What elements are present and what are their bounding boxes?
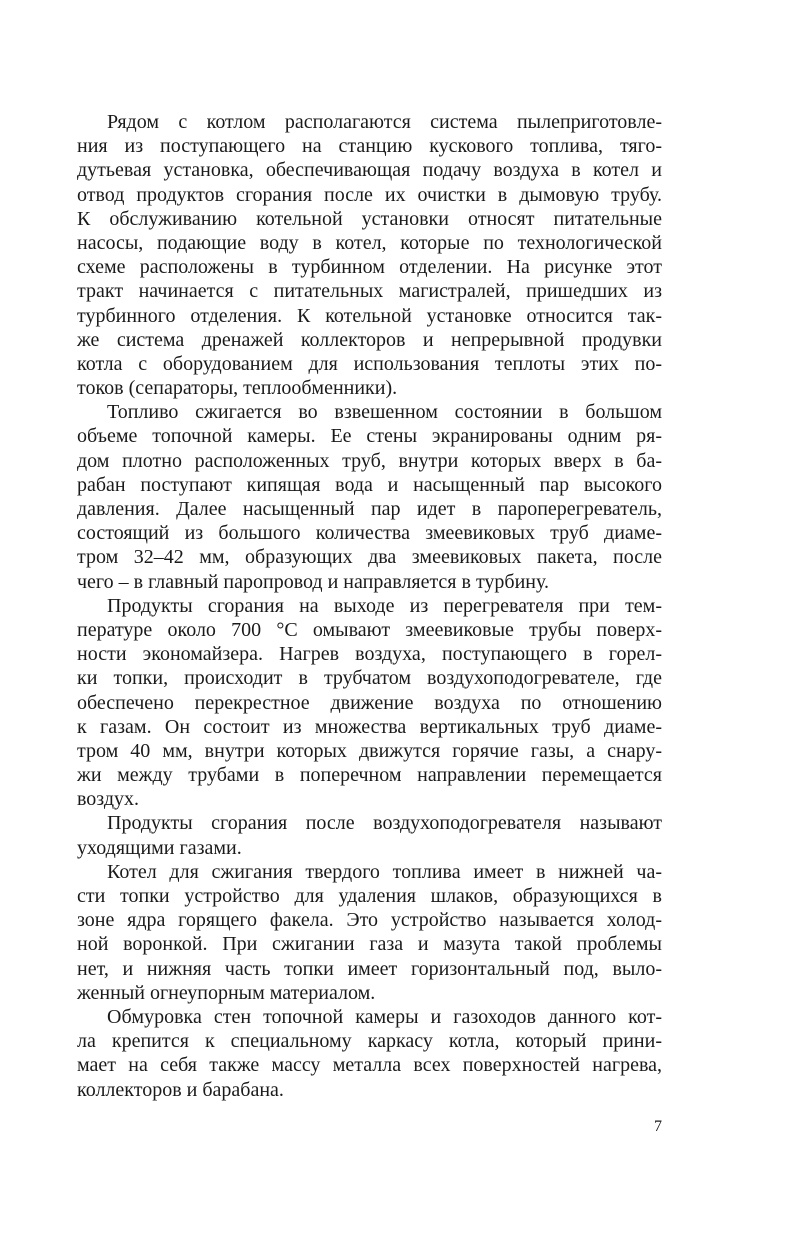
- text-line: рабан поступают кипящая вода и насыщенный пар высокого: [77, 473, 662, 496]
- paragraph: [77, 594, 662, 812]
- text-line: Обмуровка стен топочной камеры и газоходов данного кот-: [107, 1005, 662, 1028]
- paragraph: [77, 110, 662, 400]
- text-line: уходящими газами.: [77, 836, 242, 859]
- text-line: Продукты сгорания на выходе из перегревателя при тем-: [107, 594, 662, 617]
- text-line: котла с оборудованием для использования теплоты этих по-: [77, 352, 662, 375]
- text-line: давления. Далее насыщенный пар идет в пароперегреватель,: [77, 498, 662, 520]
- text-line: пературе около 700 °С омывают змеевиковые трубы поверх-: [77, 618, 662, 641]
- text-line: жи между трубами в поперечном направлении перемещается: [77, 764, 662, 787]
- text-line: К обслуживанию котельной установки относят питательные: [77, 207, 662, 230]
- text-line: Продукты сгорания после воздухоподогревателя называют: [107, 812, 662, 835]
- text-line: же система дренажей коллекторов и непрерывной продувки: [77, 328, 662, 351]
- text-line: зоне ядра горящего факела. Это устройство называется холод-: [77, 909, 662, 932]
- text-line: Рядом с котлом располагаются система пылеприготовле-: [107, 111, 662, 133]
- text-line: Котел для сжигания твердого топлива имеет в нижней ча-: [107, 860, 662, 883]
- text-line: чего – в главный паропровод и направляется в турбину.: [77, 570, 550, 593]
- text-line: нет, и нижняя часть топки имеет горизонтальный под, выло-: [77, 957, 662, 980]
- page-number: 7: [654, 1118, 662, 1135]
- paragraph: [77, 860, 662, 1005]
- text-line: воздух.: [77, 788, 140, 811]
- text-line: насосы, подающие воду в котел, которые по технологической: [77, 231, 662, 254]
- text-line: к газам. Он состоит из множества вертикальных труб диаме-: [77, 715, 662, 738]
- paragraph: [77, 811, 662, 859]
- text-line: состоящий из большого количества змеевиковых труб диаме-: [77, 522, 662, 545]
- text-line: сти топки устройство для удаления шлаков, образующихся в: [77, 885, 662, 907]
- text-line: женный огнеупорным материалом.: [77, 981, 376, 1004]
- text-line: обеспечено перекрестное движение воздуха по отношению: [77, 691, 662, 714]
- text-line: ния из поступающего на станцию кускового топлива, тяго-: [77, 135, 662, 158]
- text-line: токов (сепараторы, теплообменники).: [77, 377, 398, 400]
- text-line: ности экономайзера. Нагрев воздуха, поступающего в горел-: [77, 643, 662, 666]
- text-line: Топливо сжигается во взвешенном состоянии в большом: [107, 401, 662, 424]
- text-line: ной воронкой. При сжигании газа и мазута такой проблемы: [77, 933, 662, 956]
- paragraph: [77, 1005, 662, 1102]
- text-line: тракт начинается с питательных магистралей, пришедших из: [77, 280, 662, 303]
- text-line: ки топки, происходит в трубчатом воздухоподогревателе, где: [77, 667, 662, 690]
- text-line: схеме расположены в турбинном отделении. На рисунке этот: [77, 256, 662, 279]
- text-line: отвод продуктов сгорания после их очистки в дымовую трубу.: [77, 183, 662, 206]
- text-line: тром 40 мм, внутри которых движутся горячие газы, а снару-: [77, 739, 662, 762]
- text-line: турбинного отделения. К котельной установке относится так-: [77, 304, 662, 327]
- paragraph: [77, 400, 662, 594]
- text-line: дутьевая установка, обеспечивающая подачу воздуха в котел и: [77, 159, 662, 182]
- text-line: объеме топочной камеры. Ее стены экранированы одним ря-: [77, 425, 662, 448]
- text-line: коллекторов и барабана.: [77, 1078, 284, 1101]
- text-line: тром 32–42 мм, образующих два змеевиковых пакета, после: [77, 546, 662, 569]
- text-line: ла крепится к специальному каркасу котла, который прини-: [77, 1030, 662, 1053]
- text-line: мает на себя также массу металла всех поверхностей нагрева,: [77, 1054, 662, 1077]
- body-text: [77, 110, 662, 1102]
- text-line: дом плотно расположенных труб, внутри которых вверх в ба-: [77, 449, 662, 472]
